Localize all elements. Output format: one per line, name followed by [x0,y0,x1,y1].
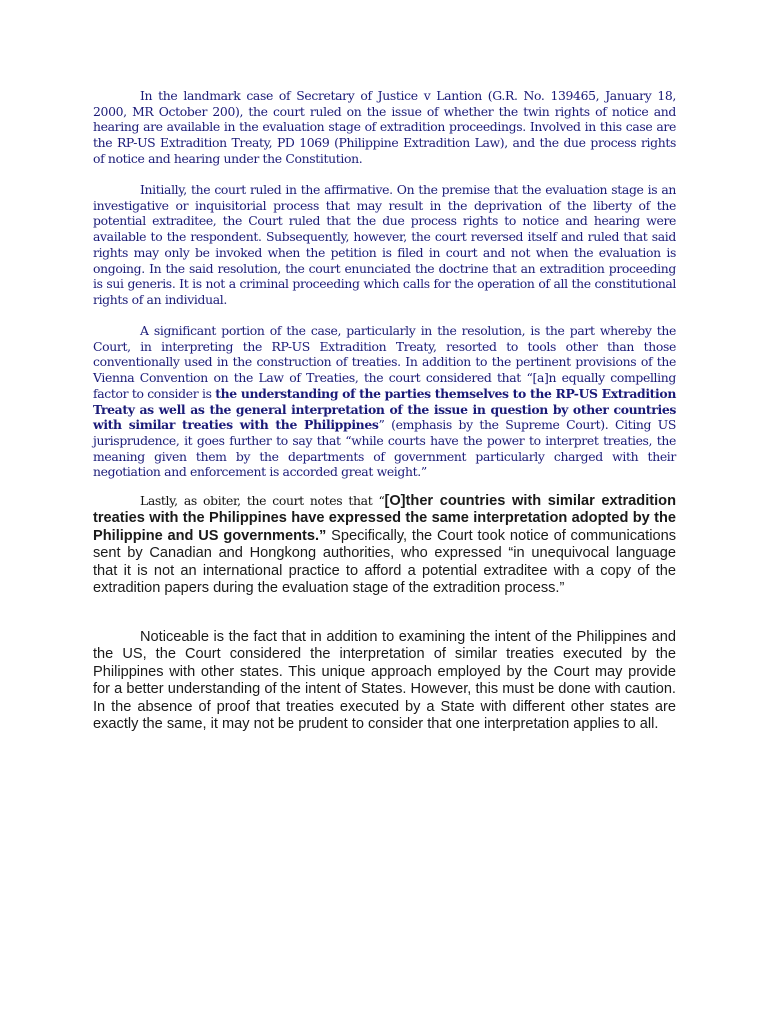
paragraph-treaty-interpretation [93,323,676,480]
paragraph-text: Specifically, the Court took notice of communications sent by Canadian and Hongkong authorities, who expressed “in unequivocal language that it is not an international practice to afford a potential extraditee with a copy of the extradition papers during the evaluation stage of the extradition process.” [93,527,676,597]
paragraph-initial-ruling: Initially, the court ruled in the affirmative. On the premise that the evaluation stage is an investigative or inquisitorial process that may result in the deprivation of the liberty of the potential extraditee, the Court ruled that the due process rights to notice and hearing were available to the respondent. Subsequently, however, the court reversed itself and ruled that said rights may only be invoked when the petition is filed in court and not when the evaluation is ongoing. In the said resolution, the court enunciated the doctrine that an extradition proceeding is sui generis. It is not a criminal proceeding which calls for the operation of all the constitutional rights of an individual. [93,182,676,307]
paragraph-text: A significant portion of the case, particularly in the resolution, is the part whereby the Court, in interpreting the RP-US Extradition Treaty, resorted to tools other than those conventionally used in the construction of treaties. In addition to the pertinent provisions of the Vienna Convention on the Law of Treaties, the court considered that “[a]n equally compelling factor to consider is [93,323,676,401]
paragraph-lantion-case: In the landmark case of Secretary of Justice v Lantion (G.R. No. 139465, January 18, 2000, MR October 200), the court ruled on the issue of whether the twin rights of notice and hearing are available in the evaluation stage of extradition proceedings. Involved in this case are the RP-US Extradition Treaty, PD 1069 (Philippine Extradition Law), and the due process rights of notice and hearing under the Constitution. [93,88,676,166]
quoted-bold-text: [O]ther countries with similar extradition treaties with the Philippines have expressed the same interpretation adopted by the Philippine and US governments.” [93,493,677,544]
paragraph-text: ” (emphasis by the Supreme Court). Citing US jurisprudence, it goes further to say that “while courts have the power to interpret treaties, the meaning given them by the departments of government particularly charged with their negotiation and enforcement is accorded great weight.” [93,417,677,480]
paragraph-text: Lastly, as obiter, the court notes that “ [140,493,385,508]
paragraph-conclusion: Noticeable is the fact that in addition to examining the intent of the Philippines and the US, the Court considered the interpretation of similar treaties executed by the Philippines with other states. This unique approach employed by the Court may provide for a better understanding of the intent of States. However, this must be done with caution. In the absence of proof that treaties executed by a State with different other states are exactly the same, it may not be prudent to consider that one interpretation applies to all. [93,629,676,733]
paragraph-obiter [93,493,676,597]
emphasized-text: the understanding of the parties themselves to the RP-US Extradition Treaty as well as the general interpretation of the issue in question by other countries with similar treaties with the Philippines [93,385,676,433]
